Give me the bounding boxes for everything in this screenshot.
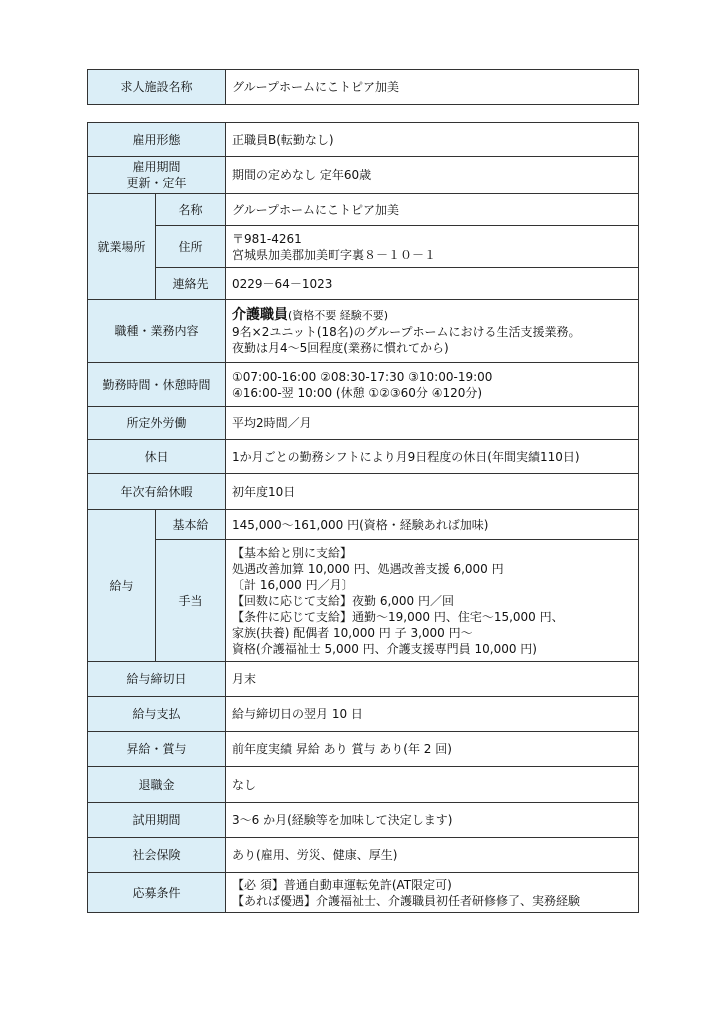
workplace-name-value: グループホームにこトピア加美 — [226, 194, 639, 226]
hours-shifts-line1: ①07:00-16:00 ②08:30-17:30 ③10:00-19:00 — [232, 369, 493, 384]
insurance-value: あり(雇用、労災、健康、厚生) — [226, 838, 639, 873]
requirements-required: 【必 須】普通自動車運転免許(AT限定可) — [232, 877, 452, 892]
allowance-label: 手当 — [156, 540, 226, 662]
requirements-value — [226, 873, 639, 913]
workplace-contact-label: 連絡先 — [156, 268, 226, 300]
address-postal-code: 〒981-4261 — [232, 231, 302, 246]
hours-shifts-line2: ④16:00-翌 10:00 (休憩 ①②③60分 ④120分) — [232, 385, 483, 400]
allowance-line: 【回数に応じて支給】夜勤 6,000 円／回 — [232, 593, 454, 608]
employment-type-label: 雇用形態 — [88, 123, 226, 157]
requirements-preferred: 【あれば優遇】介護福祉士、介護職員初任者研修修了、実務経験 — [232, 893, 581, 908]
allowance-line: 〔計 16,000 円／月〕 — [232, 577, 354, 592]
hours-label: 勤務時間・休憩時間 — [88, 363, 226, 407]
base-salary-value: 145,000～161,000 円(資格・経験あれば加味) — [226, 510, 639, 540]
job-title: 介護職員 — [232, 306, 289, 323]
employment-period-label — [88, 157, 226, 194]
facility-name: グループホームにこトピア加美 — [226, 70, 639, 105]
allowance-line: 家族(扶養) 配偶者 10,000 円 子 3,000 円～ — [232, 625, 473, 640]
overtime-value: 平均2時間／月 — [226, 407, 639, 440]
pay-day-value: 給与締切日の翌月 10 日 — [226, 697, 639, 732]
workplace-label: 就業場所 — [88, 194, 156, 300]
address-street: 宮城県加美郡加美町字裏８－１０－１ — [232, 247, 437, 262]
facility-table — [87, 69, 639, 105]
annual-leave-value: 初年度10日 — [226, 474, 639, 510]
job-description: 9名×2ユニット(18名)のグループホームにおける生活支援業務。 — [232, 324, 581, 339]
job-title-line — [232, 307, 632, 324]
workplace-address-value — [226, 226, 639, 268]
raise-bonus-value: 前年度実績 昇給 あり 賞与 あり(年 2 回) — [226, 732, 639, 767]
retirement-pay-label: 退職金 — [88, 767, 226, 803]
employment-type-value: 正職員B(転勤なし) — [226, 123, 639, 157]
facility-label: 求人施設名称 — [88, 70, 226, 105]
allowance-line: 処遇改善加算 10,000 円、処遇改善支援 6,000 円 — [232, 561, 504, 576]
allowance-value — [226, 540, 639, 662]
pay-cutoff-value: 月末 — [226, 662, 639, 697]
holidays-label: 休日 — [88, 440, 226, 474]
job-label: 職種・業務内容 — [88, 300, 226, 363]
hours-value — [226, 363, 639, 407]
employment-period-label-line1: 雇用期間 — [132, 160, 181, 174]
allowance-line: 【条件に応じて支給】通勤～19,000 円、住宅～15,000 円、 — [232, 609, 564, 624]
allowance-line: 資格(介護福祉士 5,000 円、介護支援専門員 10,000 円) — [232, 641, 537, 656]
base-salary-label: 基本給 — [156, 510, 226, 540]
annual-leave-label: 年次有給休暇 — [88, 474, 226, 510]
requirements-label: 応募条件 — [88, 873, 226, 913]
probation-value: 3～6 か月(経験等を加味して決定します) — [226, 803, 639, 838]
retirement-pay-value: なし — [226, 767, 639, 803]
workplace-address-label: 住所 — [156, 226, 226, 268]
pay-cutoff-label: 給与締切日 — [88, 662, 226, 697]
workplace-contact-value: 0229－64－1023 — [226, 268, 639, 300]
holidays-value: 1か月ごとの勤務シフトにより月9日程度の休日(年間実績110日) — [226, 440, 639, 474]
allowance-line: 【基本給と別に支給】 — [232, 545, 353, 560]
employment-period-label-line2: 更新・定年 — [126, 176, 187, 190]
job-title-note: (資格不要 経験不要) — [288, 308, 389, 322]
job-details-table — [87, 122, 639, 913]
probation-label: 試用期間 — [88, 803, 226, 838]
pay-day-label: 給与支払 — [88, 697, 226, 732]
workplace-name-label: 名称 — [156, 194, 226, 226]
insurance-label: 社会保険 — [88, 838, 226, 873]
salary-label: 給与 — [88, 510, 156, 662]
raise-bonus-label: 昇給・賞与 — [88, 732, 226, 767]
employment-period-value: 期間の定めなし 定年60歳 — [226, 157, 639, 194]
job-value — [226, 300, 639, 363]
job-night-shift-note: 夜勤は月4～5回程度(業務に慣れてから) — [232, 340, 449, 355]
overtime-label: 所定外労働 — [88, 407, 226, 440]
